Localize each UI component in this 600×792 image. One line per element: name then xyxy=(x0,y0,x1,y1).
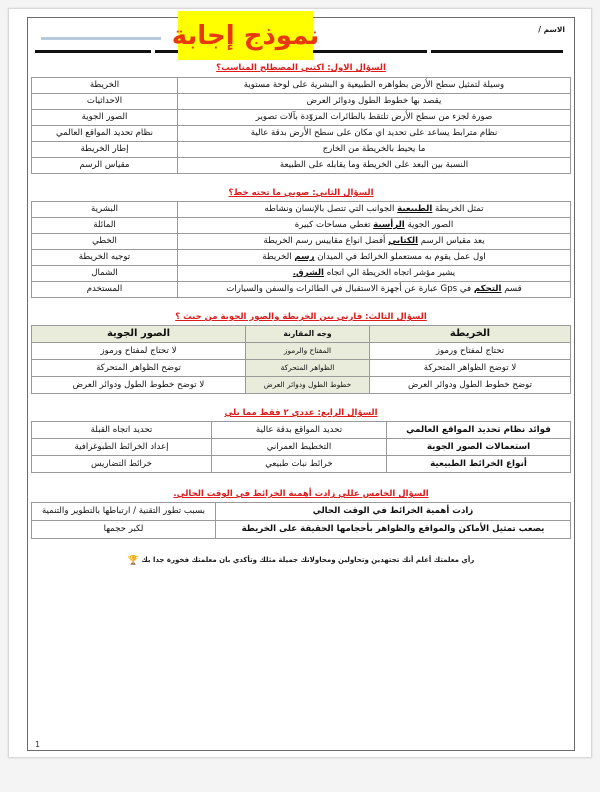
q2-answer[interactable]: المائلة xyxy=(32,218,178,234)
q2-underlined-term: الشرق. xyxy=(292,268,325,279)
q2-prompt xyxy=(178,266,571,282)
q5-prompt: زادت أهمية الخرائط في الوقت الحالي xyxy=(216,503,571,521)
q1-answer[interactable]: الاحداثيات xyxy=(32,94,178,110)
table-row xyxy=(32,422,571,439)
q1-prompt: يقصد بها خطوط الطول ودوائر العرض xyxy=(178,94,571,110)
answer-key-title-badge xyxy=(171,11,320,60)
q1-prompt: نظام مترابط يساعد على تحديد اي مكان على سطح الأرض بدقة عالية xyxy=(178,126,571,142)
table-row xyxy=(32,142,571,158)
rule-gap-left xyxy=(151,49,155,53)
q2-prompt xyxy=(178,202,571,218)
q3-photo-answer[interactable]: توضح الظواهر المتحركة xyxy=(32,360,246,377)
question-2-rows xyxy=(32,202,571,298)
table-row xyxy=(32,266,571,282)
trophy-icon: 🏆 xyxy=(127,556,139,566)
question-2-heading: السؤال الثاني: صوبي ما تحته خط؟ xyxy=(228,188,374,198)
q3-map-answer[interactable]: توضح خطوط الطول ودوائر العرض xyxy=(370,377,571,394)
q5-answer[interactable]: لكبر حجمها xyxy=(32,521,216,539)
q4-topic: استعمالات الصور الجوية xyxy=(387,439,571,456)
question-2-table xyxy=(31,201,571,298)
table-row xyxy=(32,521,571,539)
table-row xyxy=(32,503,571,521)
q3-photo-answer[interactable]: لا توضح خطوط الطول ودوائر العرض xyxy=(32,377,246,394)
question-3-heading: السؤال الثالث: قارني بين الخريطة والصور الجوية من حيث ؟ xyxy=(175,312,427,322)
question-5-rows xyxy=(32,503,571,539)
q3-header-criterion: وجه المقارنة xyxy=(246,326,370,343)
q4-answer-1[interactable]: تحديد المواقع بدقة عالية xyxy=(212,422,387,439)
q2-pre: يشير مؤشر اتجاه الخريطة الي اتجاه xyxy=(324,268,456,279)
q2-underlined-term: الكتابي xyxy=(388,236,419,247)
question-1-table xyxy=(31,77,571,174)
table-row xyxy=(32,360,571,377)
q3-map-answer[interactable]: تحتاج لمفتاح ورموز xyxy=(370,343,571,360)
q1-prompt: وسيلة لتمثيل سطح الأرض بظواهره الطبيعية و البشرية على لوحة مستوية xyxy=(178,78,571,94)
q2-underlined-term: رسم xyxy=(294,252,315,263)
q2-pre: قسم xyxy=(501,284,522,295)
question-4-rows xyxy=(32,422,571,473)
question-1-heading: السؤال الاول: اكتبي المصطلح المناسب؟ xyxy=(216,63,386,73)
q3-criterion: المفتاح والرموز xyxy=(246,343,370,360)
name-blue-rule xyxy=(41,37,161,40)
q5-prompt: يصعب تمثيل الأماكن والمواقع والظواهر بأحجامها الحقيقة على الخريطة xyxy=(216,521,571,539)
q1-prompt: ما يحيط بالخريطة من الخارج xyxy=(178,142,571,158)
q3-photo-answer[interactable]: لا تحتاج لمفتاح ورموز xyxy=(32,343,246,360)
q2-underlined-term: التحكم xyxy=(473,284,502,295)
q2-post: الجوانب التي تتصل بالإنسان ونشاطه xyxy=(264,204,398,215)
q4-topic: فوائد نظام تحديد المواقع العالمي xyxy=(387,422,571,439)
q3-map-answer[interactable]: لا توضح الظواهر المتحركة xyxy=(370,360,571,377)
question-5-table xyxy=(31,502,571,539)
q2-pre: تمثل الخريطة xyxy=(432,204,484,215)
q2-underlined-term: الرأسية xyxy=(373,220,405,231)
q1-answer[interactable]: نظام تحديد المواقع العالمي xyxy=(32,126,178,142)
question-3-header-row xyxy=(32,326,571,343)
q3-header-map: الخريطة xyxy=(370,326,571,343)
teacher-note xyxy=(31,539,571,565)
question-4-heading: السؤال الرابع: عددي ٢ فقط مما يلي xyxy=(224,408,378,418)
q2-answer[interactable]: توجيه الخريطة xyxy=(32,250,178,266)
q1-answer[interactable]: إطار الخريطة xyxy=(32,142,178,158)
table-row xyxy=(32,439,571,456)
worksheet-sheet xyxy=(8,8,592,758)
q3-header-aerial-photos: الصور الجوية xyxy=(32,326,246,343)
name-label: الاسم / xyxy=(538,25,565,34)
q2-answer[interactable]: الشمال xyxy=(32,266,178,282)
q2-prompt xyxy=(178,218,571,234)
q1-prompt: النسبة بين البعد على الخريطة وما يقابله على الطبيعة xyxy=(178,158,571,174)
q4-answer-2[interactable]: خرائط التضاريس xyxy=(32,456,212,473)
q2-prompt xyxy=(178,234,571,250)
question-3-rows xyxy=(32,343,571,394)
q2-answer[interactable]: البشرية xyxy=(32,202,178,218)
q4-topic: أنواع الخرائط الطبيعية xyxy=(387,456,571,473)
table-row xyxy=(32,202,571,218)
q1-answer[interactable]: مقياس الرسم xyxy=(32,158,178,174)
q3-criterion: الظواهر المتحركة xyxy=(246,360,370,377)
q2-pre: الصور الجوية xyxy=(404,220,454,231)
teacher-note-text: رأي معلمتك أعلم أنك تجتهدين وتحاولين ومحاولاتك جميلة مثلك وتأكدي بان معلمتك فخورة جدا بك xyxy=(141,556,475,564)
q3-criterion: خطوط الطول ودوائر العرض xyxy=(246,377,370,394)
table-row xyxy=(32,343,571,360)
q4-answer-1[interactable]: التخطيط العمراني xyxy=(212,439,387,456)
table-header-row xyxy=(32,326,571,343)
q4-answer-1[interactable]: خرائط نبات طبيعي xyxy=(212,456,387,473)
table-row xyxy=(32,377,571,394)
question-5-heading: السؤال الخامس عللي زادت أهمية الخرائط في الوقت الحالي. xyxy=(173,489,429,499)
question-3-table xyxy=(31,325,571,394)
q2-answer[interactable]: الخطي xyxy=(32,234,178,250)
q2-post: الخريطة xyxy=(262,252,295,263)
table-row xyxy=(32,456,571,473)
page-number: 1 xyxy=(35,740,41,749)
q4-answer-2[interactable]: إعداد الخرائط الطبوغرافية xyxy=(32,439,212,456)
q2-post: تغطي مساحات كبيرة xyxy=(294,220,374,231)
q1-answer[interactable]: الخريطة xyxy=(32,78,178,94)
q1-answer[interactable]: الصور الجوية xyxy=(32,110,178,126)
answer-key-title: نموذج إجابة xyxy=(171,20,320,51)
question-4-table xyxy=(31,421,571,473)
table-row xyxy=(32,158,571,174)
q5-answer[interactable]: بسبب تطور التقنية / ارتباطها بالتطوير والتنمية xyxy=(32,503,216,521)
table-row xyxy=(32,250,571,266)
table-row xyxy=(32,234,571,250)
q2-pre: يعد مقياس الرسم xyxy=(418,236,485,247)
question-1-rows xyxy=(32,78,571,174)
q2-post: أفضل انواع مقاييس رسم الخريطة xyxy=(263,236,389,247)
table-row xyxy=(32,282,571,298)
table-row xyxy=(32,126,571,142)
q2-prompt xyxy=(178,282,571,298)
q1-prompt: صورة لجزء من سطح الأرض تلتقط بالطائرات المزوّدة بآلات تصوير xyxy=(178,110,571,126)
q2-pre: اول عمل يقوم به مستعملو الخرائط في الميدان xyxy=(314,252,486,263)
worksheet-content xyxy=(31,19,571,565)
q2-answer[interactable]: المستخدم xyxy=(32,282,178,298)
table-row xyxy=(32,94,571,110)
table-row xyxy=(32,218,571,234)
table-row xyxy=(32,110,571,126)
table-row xyxy=(32,78,571,94)
q2-underlined-term: الطبيعية xyxy=(397,204,433,215)
q2-prompt xyxy=(178,250,571,266)
q4-answer-2[interactable]: تحديد اتجاه القبلة xyxy=(32,422,212,439)
rule-gap-right xyxy=(427,49,431,53)
q2-post: في Gps عبارة عن أجهزة الاستقبال في الطائرات والسفن والسيارات xyxy=(226,284,474,295)
